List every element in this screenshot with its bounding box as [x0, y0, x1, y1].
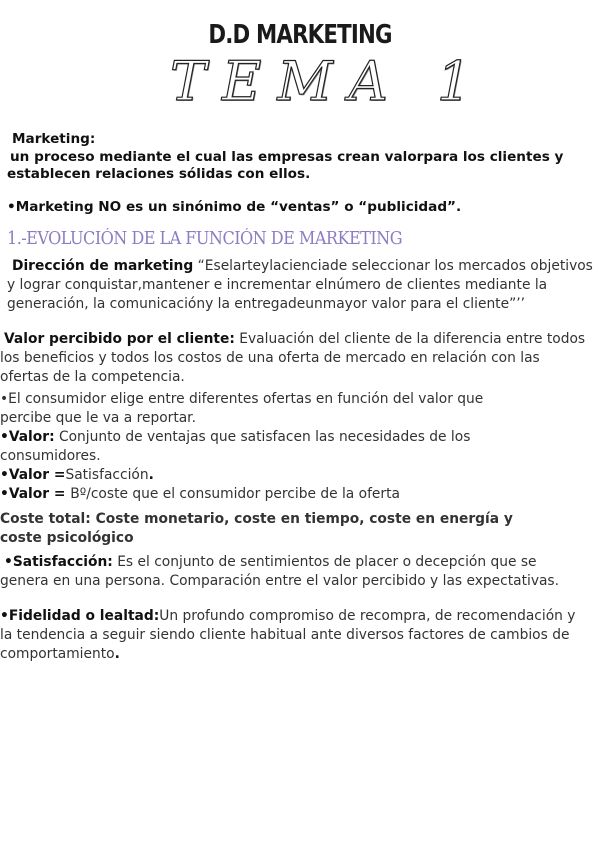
satisfaccion-line-2: genera en una persona. Comparación entre el valor percibido y las expectativas. [0, 573, 560, 589]
coste-total-line-1: Coste total: Coste monetario, coste en tiempo, coste en energía y [0, 511, 513, 527]
valor-beneficio-line: •Valor = Bº/coste que el consumidor percibe de la oferta [0, 486, 400, 502]
marketing-definition-1: un proceso mediante el cual las empresas crean valorpara los clientes y [10, 149, 564, 165]
marketing-term: Marketing: [12, 131, 96, 147]
elige-line-2: percibe que le va a reportar. [0, 410, 196, 426]
valor-satisfaccion-line: •Valor =Satisfacción. [0, 467, 154, 483]
direccion-line-1: Dirección de marketing “Eselarteylacienciade seleccionar los mercados objetivos [12, 258, 593, 274]
fidelidad-line-1: •Fidelidad o lealtad:Un profundo compromiso de recompra, de recomendación y [0, 608, 576, 624]
valor-percibido-line-1: Valor percibido por el cliente: Evaluación del cliente de la diferencia entre todos [4, 331, 586, 347]
valor-line-2: consumidores. [0, 448, 101, 464]
satisfaccion-term: •Satisfacción: [4, 554, 113, 570]
coste-total-line-2: coste psicológico [0, 530, 134, 546]
satisfaccion-line-1: •Satisfacción: Es el conjunto de sentimientos de placer o decepción que se [4, 554, 537, 570]
fidelidad-term: •Fidelidad o lealtad: [0, 608, 160, 624]
direccion-line-3: generación, la comunicacióny la entregadeunmayor valor para el cliente”’’ [7, 296, 526, 312]
direccion-line-2: y lograr conquistar,mantener e incrementar elnúmero de clientes mediante la [7, 277, 548, 293]
marketing-note: •Marketing NO es un sinónimo de “ventas” o “publicidad”. [7, 199, 462, 215]
elige-line-1: •El consumidor elige entre diferentes ofertas en función del valor que [0, 391, 484, 407]
fidelidad-line-2: la tendencia a seguir siendo cliente habitual ante diversos factores de cambios de [0, 627, 570, 643]
fidelidad-line-3: comportamiento. [0, 646, 120, 662]
valor-percibido-line-2: los beneficios y todos los costos de una oferta de mercado en relación con las [0, 350, 540, 366]
section-title: 1.-EVOLUCIÓN DE LA FUNCIÓN DE MARKETING [7, 229, 403, 249]
valor-line-1: •Valor: Conjunto de ventajas que satisfacen las necesidades de los [0, 429, 471, 445]
valor-percibido-term: Valor percibido por el cliente: [4, 331, 235, 347]
tema-title: TEMA 1 [170, 50, 488, 113]
brand-title: D.D MARKETING [208, 20, 392, 50]
marketing-definition-2: establecen relaciones sólidas con ellos. [7, 166, 311, 182]
direccion-term: Dirección de marketing [12, 258, 194, 274]
valor-percibido-line-3: ofertas de la competencia. [0, 369, 185, 385]
